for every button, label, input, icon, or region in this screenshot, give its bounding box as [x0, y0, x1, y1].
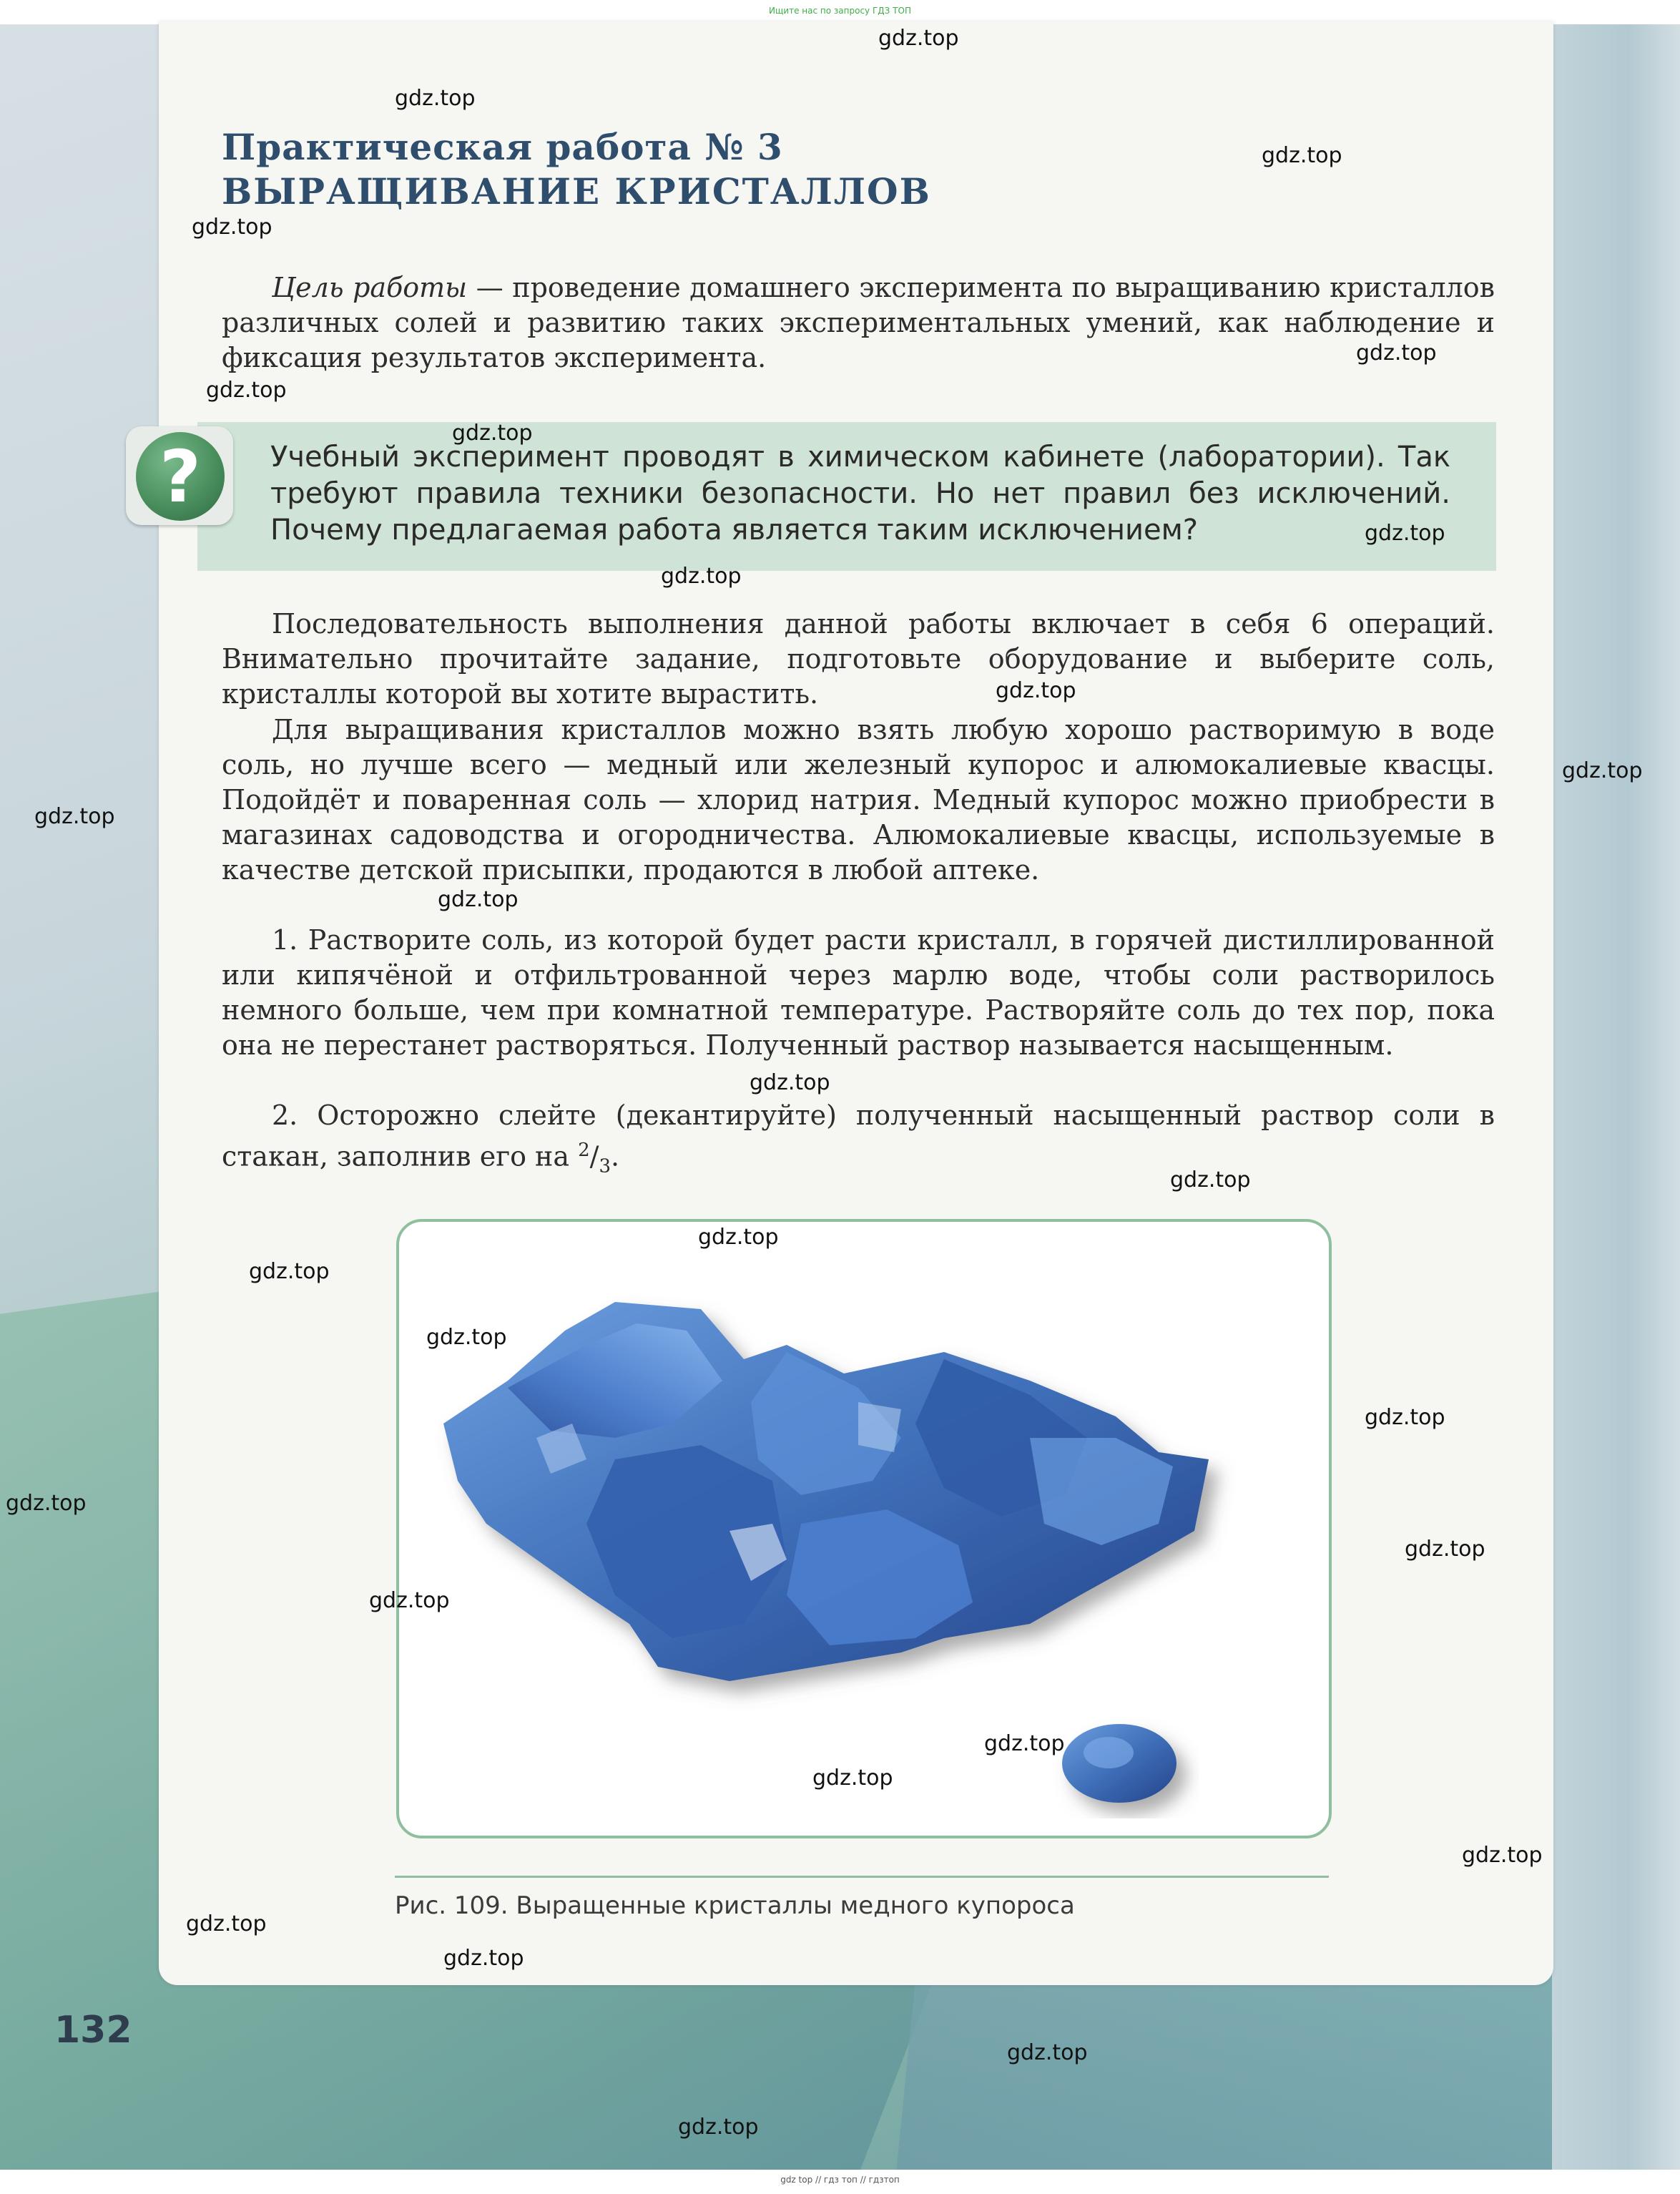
watermark: gdz.top	[1462, 1843, 1543, 1868]
watermark: gdz.top	[34, 804, 115, 829]
watermark: gdz.top	[1365, 1405, 1445, 1430]
watermark: gdz.top	[984, 1731, 1065, 1756]
bottom-notice: gdz top // гдз топ // гдзтоп	[780, 2175, 900, 2185]
watermark: gdz.top	[249, 1259, 330, 1284]
question-mark-icon: ?	[136, 432, 225, 521]
copper-sulfate-crystals-image	[401, 1223, 1323, 1830]
watermark: gdz.top	[6, 1491, 87, 1516]
watermark: gdz.top	[1562, 758, 1643, 783]
watermark: gdz.top	[878, 26, 959, 51]
watermark: gdz.top	[698, 1225, 779, 1250]
watermark: gdz.top	[443, 1946, 524, 1971]
watermark: gdz.top	[369, 1588, 450, 1613]
figure-caption: Рис. 109. Выращенные кристаллы медного купороса	[395, 1891, 1075, 1920]
paragraph-step-2: 2. Осторожно слейте (декантируйте) полученный насыщенный раствор соли в стакан, заполнив его на $^2/_3$.	[222, 1100, 1495, 1177]
watermark: gdz.top	[1405, 1537, 1485, 1562]
watermark: gdz.top	[1365, 521, 1445, 546]
fraction-numerator: 2	[578, 1140, 590, 1161]
watermark: gdz.top	[750, 1070, 830, 1095]
watermark: gdz.top	[1262, 143, 1342, 168]
goal-text: — проведение домашнего эксперимента по выращиванию кристаллов различных солей и развитию таких экспериментальных умений, как наблюдение и фиксация результатов эксперимента.	[222, 272, 1495, 373]
goal-label: Цель работы	[272, 272, 468, 303]
watermark: gdz.top	[812, 1766, 893, 1791]
watermark: gdz.top	[1007, 2040, 1088, 2065]
watermark: gdz.top	[438, 887, 519, 912]
fraction-denominator: 3	[599, 1155, 611, 1177]
page-number: 132	[54, 2009, 132, 2052]
goal-paragraph	[222, 270, 1495, 376]
page-title-line-2: ВЫРАЩИВАНИЕ КРИСТАЛЛОВ	[222, 170, 931, 212]
watermark: gdz.top	[395, 86, 476, 111]
paragraph-sequence: Последовательность выполнения данной работы включает в себя 6 операций. Внимательно прочитайте задание, подготовьте оборудование и выберите соль, кристаллы которой вы хотите вырастить.	[222, 608, 1495, 710]
watermark: gdz.top	[186, 1911, 267, 1936]
paragraph-step-1: 1. Растворите соль, из которой будет расти кристалл, в горячей дистиллированной или кипячёной и отфильтрованной через марлю воде, чтобы соли растворилось немного больше, чем при комнатной температуре. Растворяйте соль до тех пор, пока она не перестанет растворяться. Полученный раствор называется насыщенным.	[222, 924, 1495, 1061]
watermark: gdz.top	[661, 564, 742, 589]
question-text: Учебный эксперимент проводят в химическом кабинете (лаборатории). Так требуют правила техники безопасности. Но нет правил без исключений. Почему предлагаемая работа является таким исключением?	[270, 441, 1450, 547]
watermark: gdz.top	[192, 215, 272, 240]
watermark: gdz.top	[206, 378, 287, 403]
watermark: gdz.top	[426, 1325, 507, 1350]
watermark: gdz.top	[678, 2115, 759, 2140]
step-2-end: .	[611, 1140, 620, 1172]
page-title-line-1: Практическая работа № 3	[222, 126, 783, 168]
book-spine-strip	[1552, 0, 1680, 2194]
watermark: gdz.top	[452, 421, 533, 446]
watermark: gdz.top	[1356, 341, 1437, 366]
watermark: gdz.top	[1170, 1167, 1251, 1193]
watermark: gdz.top	[996, 678, 1076, 703]
caption-rule	[395, 1876, 1329, 1878]
paragraph-salts: Для выращивания кристаллов можно взять любую хорошо растворимую в воде соль, но лучше всего — медный или железный купорос и алюмокалиевые квасцы. Подойдёт и поваренная соль — хлорид натрия. Медный купорос можно приобрести в магазинах садоводства и огородничества. Алюмокалиевые квасцы, используемые в качестве детской присыпки, продаются в любой аптеке.	[222, 714, 1495, 886]
question-icon-card	[126, 426, 233, 525]
step-2-text: 2. Осторожно слейте (декантируйте) полученный насыщенный раствор соли в стакан, заполнив его на	[222, 1100, 1495, 1172]
top-notice: Ищите нас по запросу ГДЗ ТОП	[769, 6, 911, 16]
